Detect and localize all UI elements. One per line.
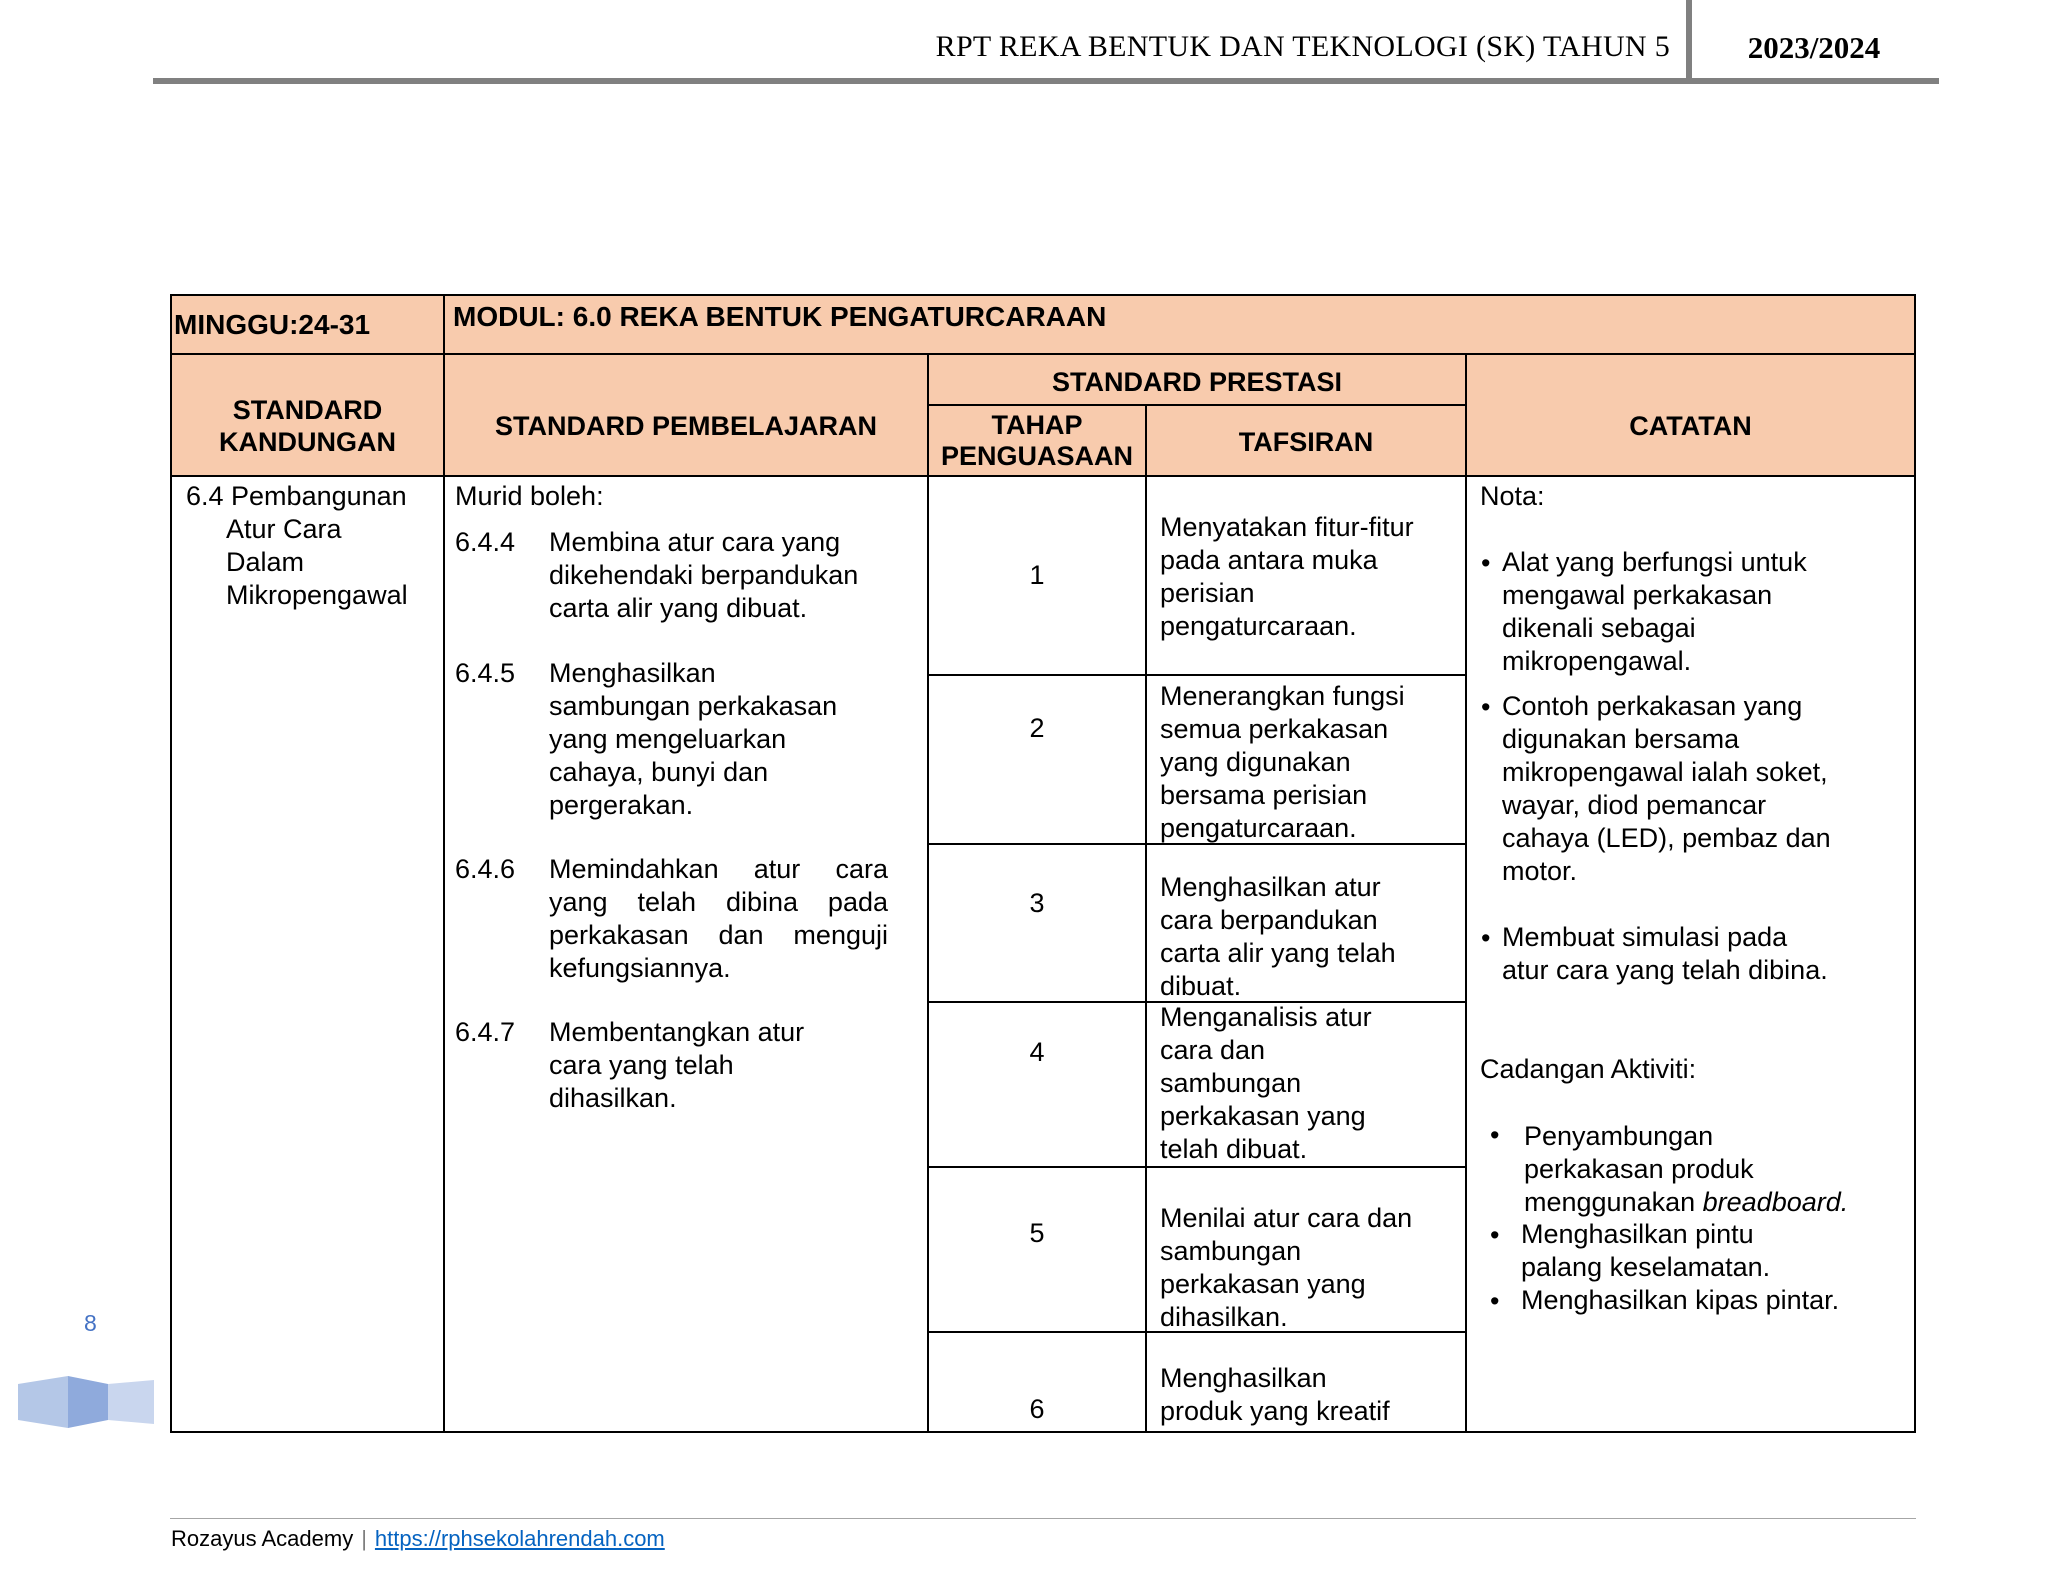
document-title: RPT REKA BENTUK DAN TEKNOLOGI (SK) TAHUN 5: [935, 30, 1670, 63]
footer: [171, 1526, 665, 1552]
footer-rule: [170, 1518, 1916, 1519]
modul-label: MODUL: 6.0 REKA BENTUK PENGATURCARAAN: [453, 301, 1107, 332]
tafsiran-4: Menganalisis atur cara dan sambungan perkakasan yang telah dibuat.: [1160, 1002, 1372, 1164]
header-tafsiran: TAFSIRAN: [1238, 427, 1374, 457]
footer-separator: |: [361, 1526, 367, 1551]
bullet-icon: •: [1481, 923, 1491, 953]
bullet-icon: •: [1481, 692, 1491, 722]
page-corner-decoration-icon: [18, 1376, 154, 1428]
page-number: 8: [84, 1310, 97, 1336]
standard-kandungan-cell: 6.4 Pembangunan Atur Cara Dalam Mikropengawal: [186, 481, 408, 610]
tahap-level-1: 1: [1029, 560, 1045, 590]
aktiviti-item-1: Penyambungan perkakasan produk menggunakan breadboard.: [1524, 1121, 1849, 1217]
footer-link[interactable]: https://rphsekolahrendah.com: [374, 1526, 665, 1551]
header-separator: [1686, 0, 1692, 82]
bullet-icon: •: [1481, 548, 1491, 578]
tafsiran-1: Menyatakan fitur-fitur pada antara muka perisian pengaturcaraan.: [1160, 512, 1414, 641]
tahap-level-3: 3: [1029, 888, 1045, 918]
sp-item-6-4-7: 6.4.7 Membentangkan atur cara yang telah dihasilkan.: [455, 1017, 805, 1113]
header-bottom: [172, 475, 1914, 477]
tahap-level-5: 5: [1029, 1218, 1045, 1248]
row-divider: [172, 353, 1914, 355]
rpt-table: [170, 294, 1916, 1433]
tafsiran-2: Menerangkan fungsi semua perkakasan yang digunakan bersama perisian pengaturcaraan.: [1160, 681, 1405, 843]
bullet-icon: •: [1490, 1120, 1500, 1150]
tahap-level-4: 4: [1029, 1037, 1045, 1067]
aktiviti-item-2: Menghasilkan pintu palang keselamatan.: [1521, 1219, 1771, 1282]
sp-item-6-4-4: 6.4.4 Membina atur cara yang dikehendaki berpandukan carta alir yang dibuat.: [455, 527, 859, 623]
bullet-icon: •: [1490, 1286, 1500, 1316]
tafsiran-6: Menghasilkan produk yang kreatif: [1160, 1363, 1390, 1426]
tahap-level-2: 2: [1029, 713, 1045, 743]
header-standard-pembelajaran: STANDARD PEMBELAJARAN: [494, 411, 877, 441]
nota-item-1: Alat yang berfungsi untuk mengawal perkakasan dikenali sebagai mikropengawal.: [1502, 547, 1807, 676]
tahap-divider: [929, 674, 1465, 676]
header-standard-kandungan: STANDARD KANDUNGAN: [219, 395, 396, 457]
nota-item-3: Membuat simulasi pada atur cara yang telah dibina.: [1502, 922, 1828, 985]
tahap-divider: [929, 1166, 1465, 1168]
tafsiran-3: Menghasilkan atur cara berpandukan carta alir yang telah dibuat.: [1160, 872, 1396, 1001]
sp-intro: Murid boleh:: [455, 481, 604, 511]
tahap-level-6: 6: [1029, 1394, 1045, 1424]
tafsiran-5: Menilai atur cara dan sambungan perkakasan yang dihasilkan.: [1160, 1203, 1413, 1332]
footer-org: Rozayus Academy: [171, 1526, 354, 1551]
sp-item-6-4-5: 6.4.5 Menghasilkan sambungan perkakasan yang mengeluarkan cahaya, bunyi dan pergerakan.: [455, 658, 838, 820]
minggu-label: MINGGU:24-31: [174, 309, 371, 340]
bullet-icon: •: [1490, 1220, 1500, 1250]
document-year: 2023/2024: [1747, 30, 1881, 65]
col-divider: [1465, 353, 1467, 1431]
nota-item-2: Contoh perkakasan yang digunakan bersama mikropengawal ialah soket, wayar, diod pemancar cahaya (LED), pembaz dan motor.: [1502, 691, 1831, 886]
sp-item-6-4-6: 6.4.6 Memindahkan atur cara yang telah dibina pada perkakasan dan menguji kefungsiannya.: [455, 854, 888, 983]
aktiviti-item-3: Menghasilkan kipas pintar.: [1521, 1285, 1840, 1315]
aktiviti-label: Cadangan Aktiviti:: [1480, 1054, 1697, 1084]
header-rule: [153, 78, 1939, 84]
header-standard-prestasi: STANDARD PRESTASI: [1051, 367, 1342, 397]
prestasi-divider: [929, 404, 1465, 406]
col-divider: [443, 296, 445, 1431]
header-tahap-penguasaan: TAHAP PENGUASAAN: [940, 410, 1134, 471]
nota-label: Nota:: [1480, 481, 1545, 511]
col-divider: [1145, 404, 1147, 1431]
header-catatan: CATATAN: [1629, 411, 1752, 441]
